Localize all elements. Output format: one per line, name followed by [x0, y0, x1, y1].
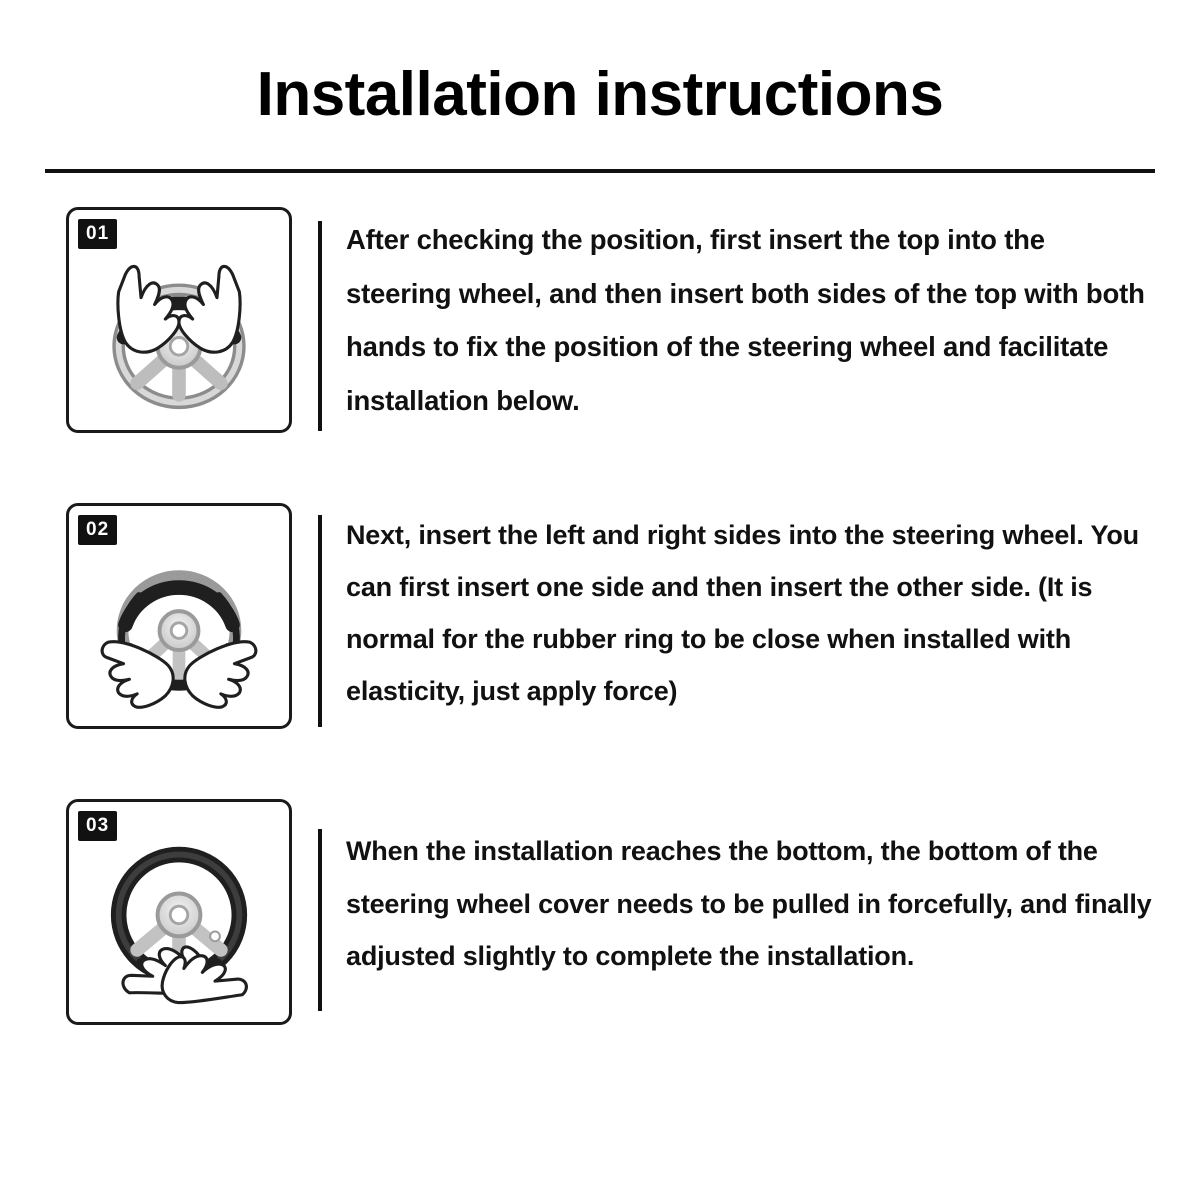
- step-text: When the installation reaches the bottom, the bottom of the steering wheel cover needs to be pulled in forcefully, and finally adjusted slightly to complete the installation.: [346, 836, 1152, 972]
- step-item: [0, 503, 1200, 737]
- title-divider: [45, 169, 1155, 173]
- step-item: [0, 207, 1200, 441]
- step-badge: 01: [78, 219, 117, 249]
- step-badge: 03: [78, 811, 117, 841]
- step-text: After checking the position, first insert the top into the steering wheel, and then insert both sides of the top with both hands to fix the position of the steering wheel and facilitate installation below.: [346, 224, 1145, 416]
- steering-wheel-step-1-illustration: [66, 207, 292, 433]
- steps-list: [0, 207, 1200, 1025]
- page-title: Installation instructions: [256, 60, 944, 129]
- step-item: [0, 799, 1200, 1025]
- step-badge: 02: [78, 515, 117, 545]
- steering-wheel-step-3-illustration: [66, 799, 292, 1025]
- steering-wheel-step-2-illustration: [66, 503, 292, 729]
- step-text: Next, insert the left and right sides into the steering wheel. You can first insert one side and then insert the other side. (It is normal for the rubber ring to be close when installed with elasticity, just apply force): [346, 520, 1139, 707]
